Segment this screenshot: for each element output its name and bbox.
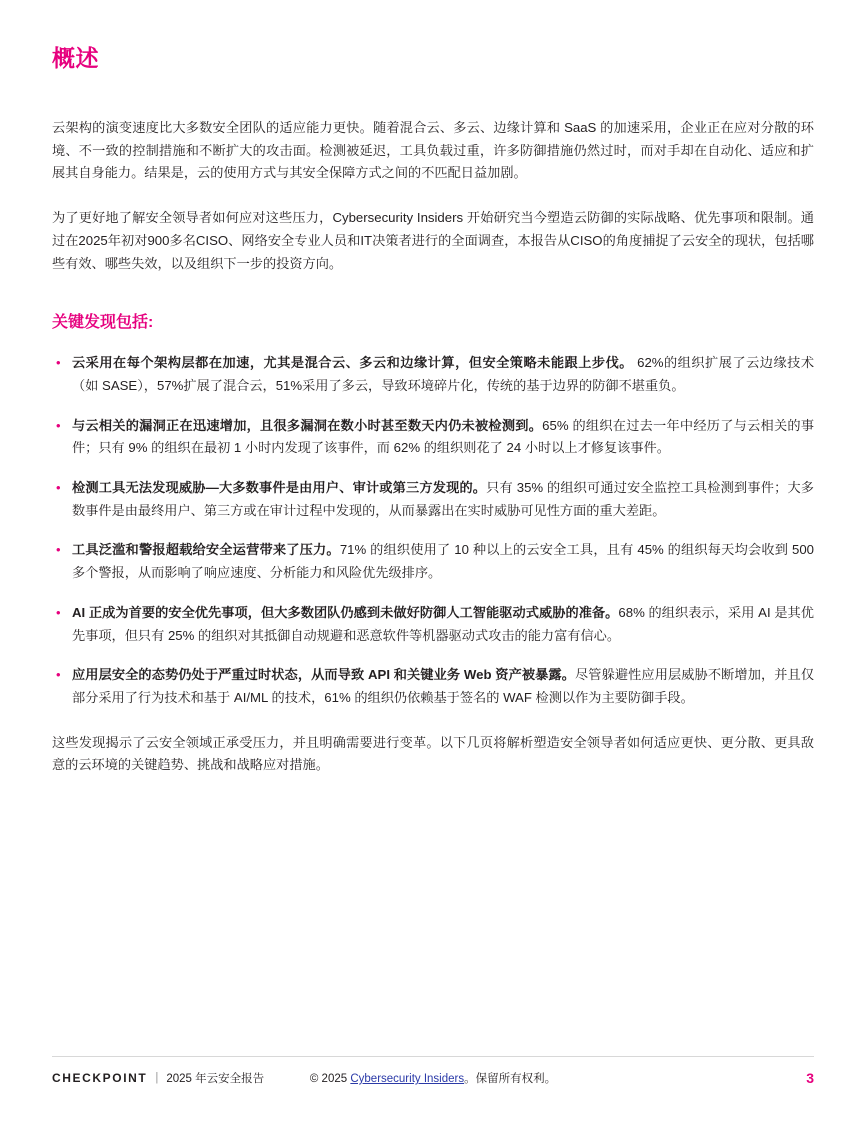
cybersecurity-insiders-link[interactable]: Cybersecurity Insiders — [350, 1073, 465, 1085]
list-item — [52, 664, 814, 709]
bullet-icon: • — [56, 480, 61, 496]
list-item — [52, 602, 814, 647]
footer-separator: | — [155, 1072, 159, 1084]
finding-lead: 检测工具无法发现威胁—大多数事件是由用户、审计或第三方发现的。 — [72, 480, 487, 496]
footer-content — [52, 1070, 814, 1086]
finding-lead: 工具泛滥和警报超载给安全运营带来了压力。 — [72, 542, 340, 558]
finding-body: 71% 的组织使用了 10 种以上的云安全工具，且有 45% 的组织每天均会收到 500 多个警报，从而影响了响应速度、分析能力和风险优先级排序。 — [72, 542, 814, 581]
intro-paragraph-1: 云架构的演变速度比大多数安全团队的适应能力更快。随着混合云、多云、边缘计算和 SaaS 的加速采用，企业正在应对分散的环境、不一致的控制措施和不断扩大的攻击面。检测被延迟，工具负载过重，许多防御措施仍然过时，而对手却在自动化、适应和扩展其自身能力。结果是，云的使用方式与其安全保障方式之间的不匹配日益加剧。 — [52, 120, 814, 181]
page-number: 3 — [806, 1070, 814, 1086]
list-item — [52, 539, 814, 584]
copyright-prefix: © 2025 — [309, 1073, 351, 1085]
finding-lead: 与云相关的漏洞正在迅速增加，且很多漏洞在数小时甚至数天内仍未被检测到。 — [72, 417, 543, 433]
list-item — [52, 352, 814, 397]
finding-lead: 云采用在每个架构层都在加速，尤其是混合云、多云和边缘计算，但安全策略未能跟上步伐。 — [72, 355, 633, 371]
key-findings-list — [52, 352, 814, 709]
finding-body: 尽管躲避性应用层威胁不断增加，并且仅部分采用了行为技术和基于 AI/ML 的技术，61% 的组织仍依赖基于签名的 WAF 检测以作为主要防御手段。 — [72, 667, 815, 705]
footer-document-title: 2025 年云安全报告 — [166, 1073, 265, 1085]
finding-body: 只有 35% 的组织可通过安全监控工具检测到事件；大多数事件是由最终用户、第三方或在审计过程中发现的，从而暴露出在实时威胁可见性方面的重大差距。 — [72, 480, 814, 518]
page-footer — [52, 1056, 814, 1096]
bullet-icon: • — [56, 355, 61, 371]
page-content — [52, 40, 814, 799]
copyright-suffix: 。保留所有权利。 — [464, 1073, 557, 1085]
bullet-icon: • — [56, 542, 61, 558]
page-title: 概述 — [52, 45, 99, 71]
footer-divider — [52, 1056, 814, 1057]
finding-body: 65% 的组织在过去一年中经历了与云相关的事件；只有 9% 的组织在最初 1 小时内发现了该事件，而 62% 的组织则花了 24 小时以上才修复该事件。 — [72, 417, 815, 456]
list-item — [52, 415, 814, 460]
brand-logo: CHECKPOINT — [52, 1071, 148, 1085]
footer-left — [52, 1070, 264, 1086]
bullet-icon: • — [56, 667, 61, 683]
intro-paragraph-2: 为了更好地了解安全领导者如何应对这些压力，Cybersecurity Insiders 开始研究当今塑造云防御的实际战略、优先事项和限制。通过在2025年初对900多名CISO、网络安全专业人员和IT决策者进行的全面调查，本报告从CISO的角度捕捉了云安全的现状，包括哪些有效、哪些失效，以及组织下一步的投资方向。 — [52, 210, 814, 271]
closing-paragraph: 这些发现揭示了云安全领域正承受压力，并且明确需要进行变革。以下几页将解析塑造安全领导者如何适应更快、更分散、更具敌意的云环境的关键趋势、挑战和战略应对措施。 — [52, 734, 814, 773]
bullet-icon: • — [56, 604, 61, 620]
list-item — [52, 477, 814, 522]
key-findings-heading: 关键发现包括: — [52, 314, 154, 332]
bullet-icon: • — [56, 417, 61, 433]
finding-body: 68% 的组织表示，采用 AI 是其优先事项，但只有 25% 的组织对其抵御自动规避和恶意软件等机器驱动式攻击的能力富有信心。 — [72, 604, 814, 643]
finding-body: 62%的组织扩展了云边缘技术（如 SASE），57%扩展了混合云，51%采用了多云，导致环境碎片化，传统的基于边界的防御不堪重负。 — [72, 355, 815, 393]
finding-lead: AI 正成为首要的安全优先事项，但大多数团队仍感到未做好防御人工智能驱动式威胁的准备。 — [72, 604, 619, 620]
finding-lead: 应用层安全的态势仍处于严重过时状态，从而导致 API 和关键业务 Web 资产被暴露。 — [72, 667, 575, 683]
